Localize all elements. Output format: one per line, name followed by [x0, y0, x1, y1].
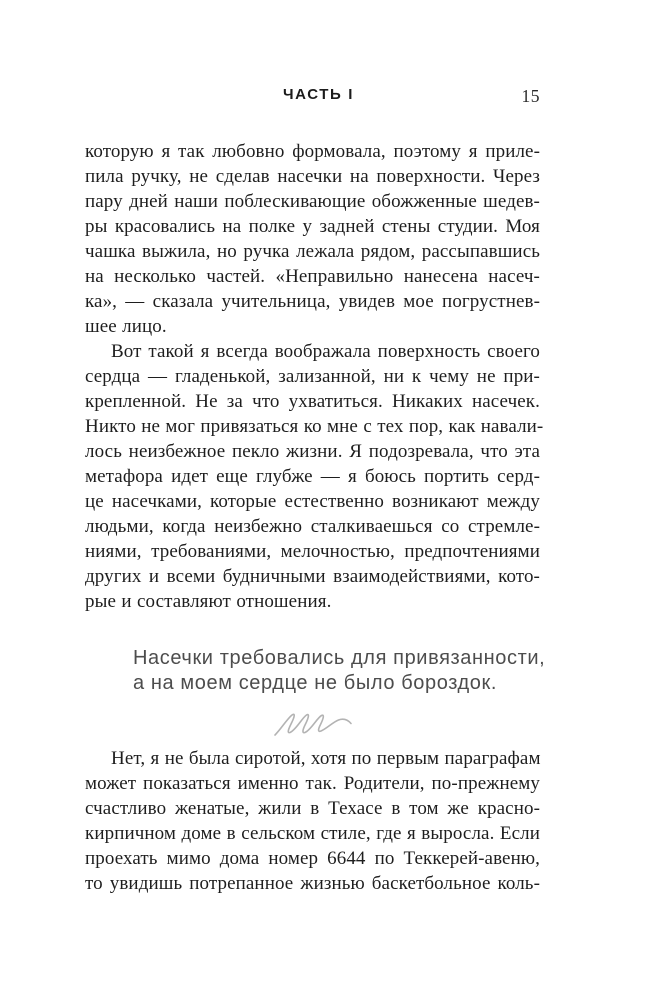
text-line: метафора идет еще глубже — я боюсь портить серд- [85, 466, 540, 487]
text-line: сердца — гладенькой, зализанной, ни к чему не при- [85, 366, 540, 387]
text-line: кирпичном доме в сельском стиле, где я выросла. Если [85, 823, 540, 844]
text-line: рые и составляют отношения. [85, 591, 332, 612]
text-line: которую я так любовно формовала, поэтому я приле- [85, 141, 540, 162]
running-head [85, 86, 540, 108]
page-number: 15 [521, 86, 540, 106]
section-title: ЧАСТЬ I [283, 86, 354, 103]
text-line: ры красовались на полке у задней стены студии. Моя [85, 216, 540, 237]
text-line: проехать мимо дома номер 6644 по Теккерей-авеню, [85, 848, 540, 869]
text-line: пила ручку, не сделав насечки на поверхности. Через [85, 166, 540, 187]
text-line: то увидишь потрепанное жизнью баскетбольное коль- [85, 873, 540, 894]
pull-quote [85, 646, 546, 696]
text-line: пару дней наши поблескивающие обожженные шедев- [85, 191, 540, 212]
text-line: це насечками, которые естественно возникают между [85, 491, 540, 512]
text-line: Насечки требовались для привязанности, [133, 647, 546, 669]
paragraph-continuation [85, 139, 540, 339]
text-line: крепленной. Не за что ухватиться. Никаких насечек. [85, 391, 540, 412]
text-line: других и всеми будничными взаимодействиями, кото- [85, 566, 540, 587]
text-line: Никто не мог привязаться ко мне с тех пор, как навали- [85, 416, 544, 437]
section-divider [85, 702, 540, 746]
text-line: лось неизбежное пекло жизни. Я подозревала, что эта [85, 441, 540, 462]
paragraph-heart-metaphor [85, 339, 544, 614]
text-line: Вот такой я всегда воображала поверхность своего [111, 341, 540, 362]
text-line: а на моем сердце не было бороздок. [133, 672, 498, 694]
text-line: может показаться именно так. Родители, по-прежнему [85, 773, 540, 794]
paragraph-not-an-orphan [85, 746, 540, 896]
text-line: Нет, я не была сиротой, хотя по первым параграфам [111, 748, 541, 769]
text-line: на несколько частей. «Неправильно нанесена насеч- [85, 266, 540, 287]
text-line: ка», — сказала учительница, увидев мое погрустнев- [85, 291, 540, 312]
text-line: счастливо женатые, жили в Техасе в том же красно- [85, 798, 540, 819]
text-line: людьми, когда неизбежно сталкиваешься со стремле- [85, 516, 540, 537]
text-line: ниями, требованиями, мелочностью, предпочтениями [85, 541, 540, 562]
text-line: шее лицо. [85, 316, 167, 337]
handwritten-flourish-icon [271, 705, 355, 743]
text-line: чашка выжила, но ручка лежала рядом, рассыпавшись [85, 241, 540, 262]
text-block [85, 139, 546, 896]
